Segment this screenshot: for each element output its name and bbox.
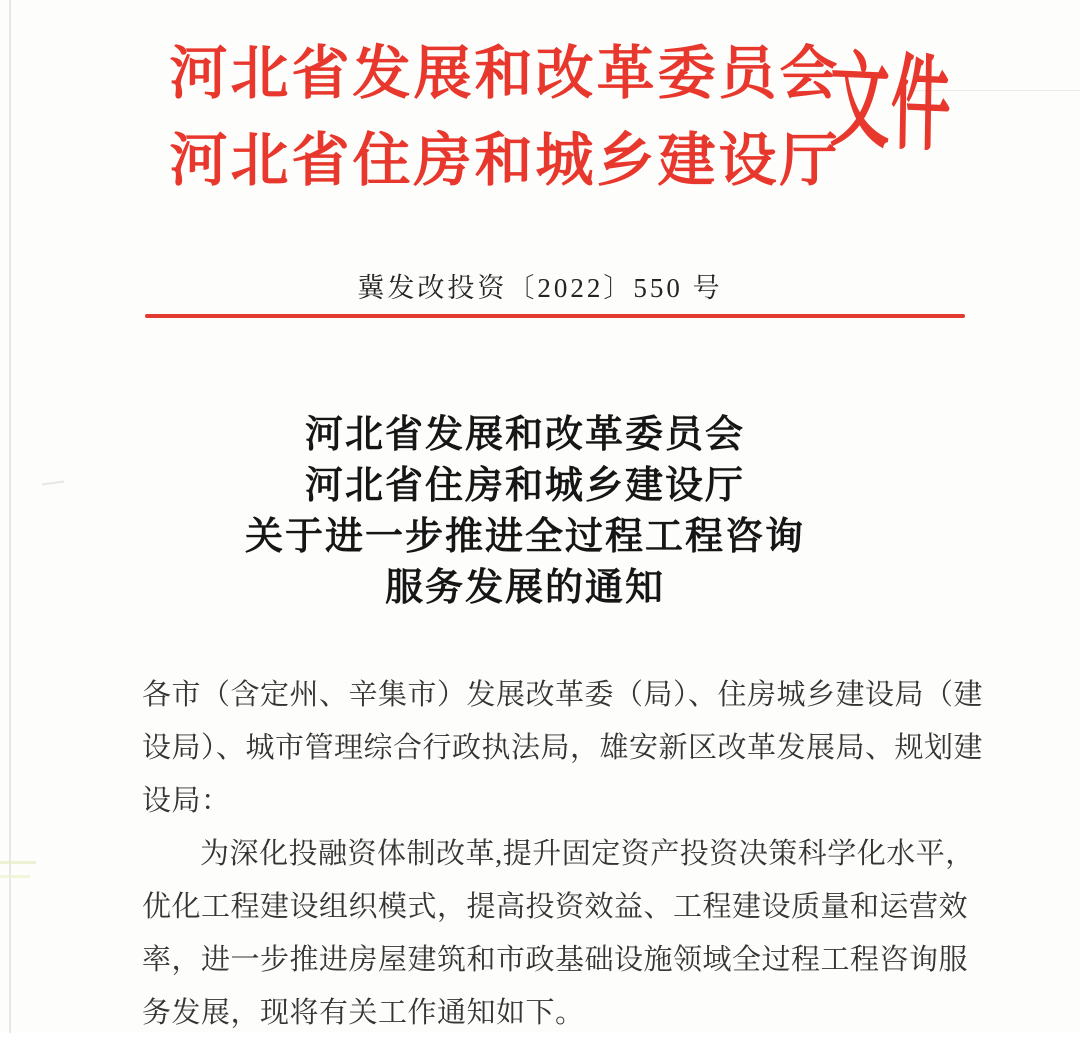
org-name-line-1: 河北省发展和改革委员会 bbox=[169, 41, 841, 106]
title-line-4: 服务发展的通知 bbox=[384, 567, 665, 609]
document-body bbox=[142, 669, 984, 1040]
document-title bbox=[0, 410, 1050, 614]
salutation-line-2: 设局）、城市管理综合行政执法局，雄安新区改革发展局、规划建 bbox=[142, 732, 984, 764]
intro-line-1: 为深化投融资体制改革,提升固定资产投资决策科学化水平， bbox=[200, 838, 975, 870]
org-name-line-2: 河北省住房和城乡建设厅 bbox=[169, 128, 841, 193]
salutation-paragraph bbox=[142, 669, 984, 828]
intro-line-3: 率，进一步推进房屋建筑和市政基础设施领域全过程工程咨询服 bbox=[142, 944, 969, 976]
intro-paragraph bbox=[142, 828, 975, 1040]
intro-line-4: 务发展，现将有关工作通知如下。 bbox=[142, 997, 585, 1029]
title-line-3: 关于进一步推进全过程工程咨询 bbox=[244, 516, 805, 558]
red-separator-rule bbox=[145, 314, 965, 318]
doc-type-mark: 文件 bbox=[829, 43, 953, 165]
title-line-2: 河北省住房和城乡建设厅 bbox=[304, 465, 745, 507]
doc-number: 冀发改投资〔2022〕550 号 bbox=[357, 273, 723, 303]
salutation-line-3: 设局： bbox=[142, 785, 231, 817]
salutation-line-1: 各市（含定州、辛集市）发展改革委（局）、住房城乡建设局（建 bbox=[142, 679, 984, 711]
scan-mark-artifact bbox=[0, 861, 36, 864]
title-line-1: 河北省发展和改革委员会 bbox=[304, 414, 745, 456]
letterhead-org-names bbox=[130, 30, 880, 204]
scan-mark-artifact bbox=[0, 875, 30, 878]
intro-line-2: 优化工程建设组织模式，提高投资效益、工程建设质量和运营效 bbox=[142, 891, 969, 923]
